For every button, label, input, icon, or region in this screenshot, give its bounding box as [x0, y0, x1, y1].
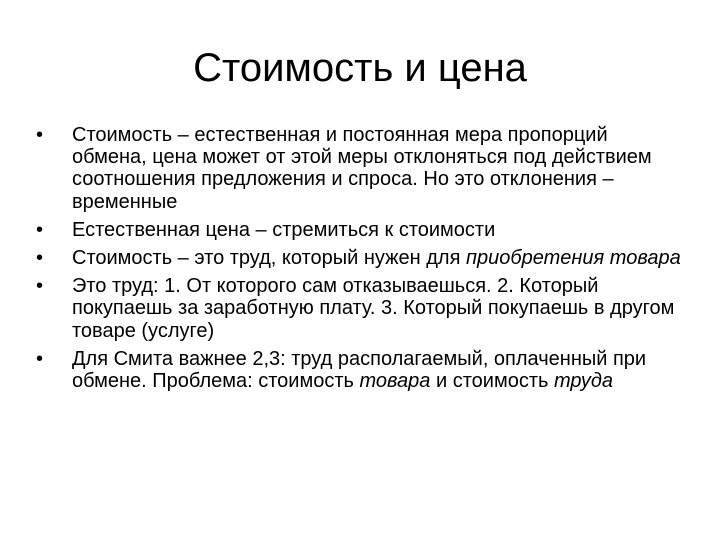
bullet-text — [72, 124, 652, 213]
bullet-text-italic-part: приобретения товара — [465, 247, 681, 270]
bullet-list — [36, 124, 686, 398]
bullet-text-part: Естественная цена – стремиться к стоимости — [72, 218, 496, 241]
bullet-text-italic-part: товара — [359, 370, 431, 393]
bullet-item — [36, 348, 686, 392]
bullet-point-icon: • — [36, 218, 44, 241]
bullet-point-icon: • — [36, 124, 44, 146]
bullet-text — [72, 275, 674, 341]
bullet-text — [72, 247, 681, 269]
bullet-point-icon: • — [36, 347, 44, 370]
bullet-item — [36, 275, 686, 342]
bullet-point-icon: • — [36, 247, 44, 270]
bullet-text — [72, 219, 495, 241]
bullet-text-part: Стоимость – естественная и постоянная мера пропорций обмена, цена может от этой меры отклоняться под действием соотношения предложения и спроса. Но это отклонения – временные — [72, 124, 652, 213]
bullet-text-part: и стоимость — [430, 370, 554, 393]
bullet-text-part: Это труд: 1. От которого сам отказываешься. 2. Который покупаешь за заработную плату. 3. Который покупаешь в другом товаре (услуге) — [72, 275, 675, 342]
bullet-item — [36, 124, 686, 213]
bullet-item — [36, 247, 686, 269]
bullet-text-part: Стоимость – это труд, который нужен для — [72, 247, 466, 270]
bullet-item — [36, 219, 686, 241]
bullet-text — [72, 348, 646, 392]
bullet-point-icon: • — [36, 275, 44, 298]
bullet-text-italic-part: труда — [553, 370, 614, 393]
bullet-text-part: Для Смита важнее 2,3: труд располагаемый, оплаченный при обмене. Проблема: стоимость — [72, 347, 647, 393]
slide-title: Стоимость и цена — [193, 46, 527, 90]
